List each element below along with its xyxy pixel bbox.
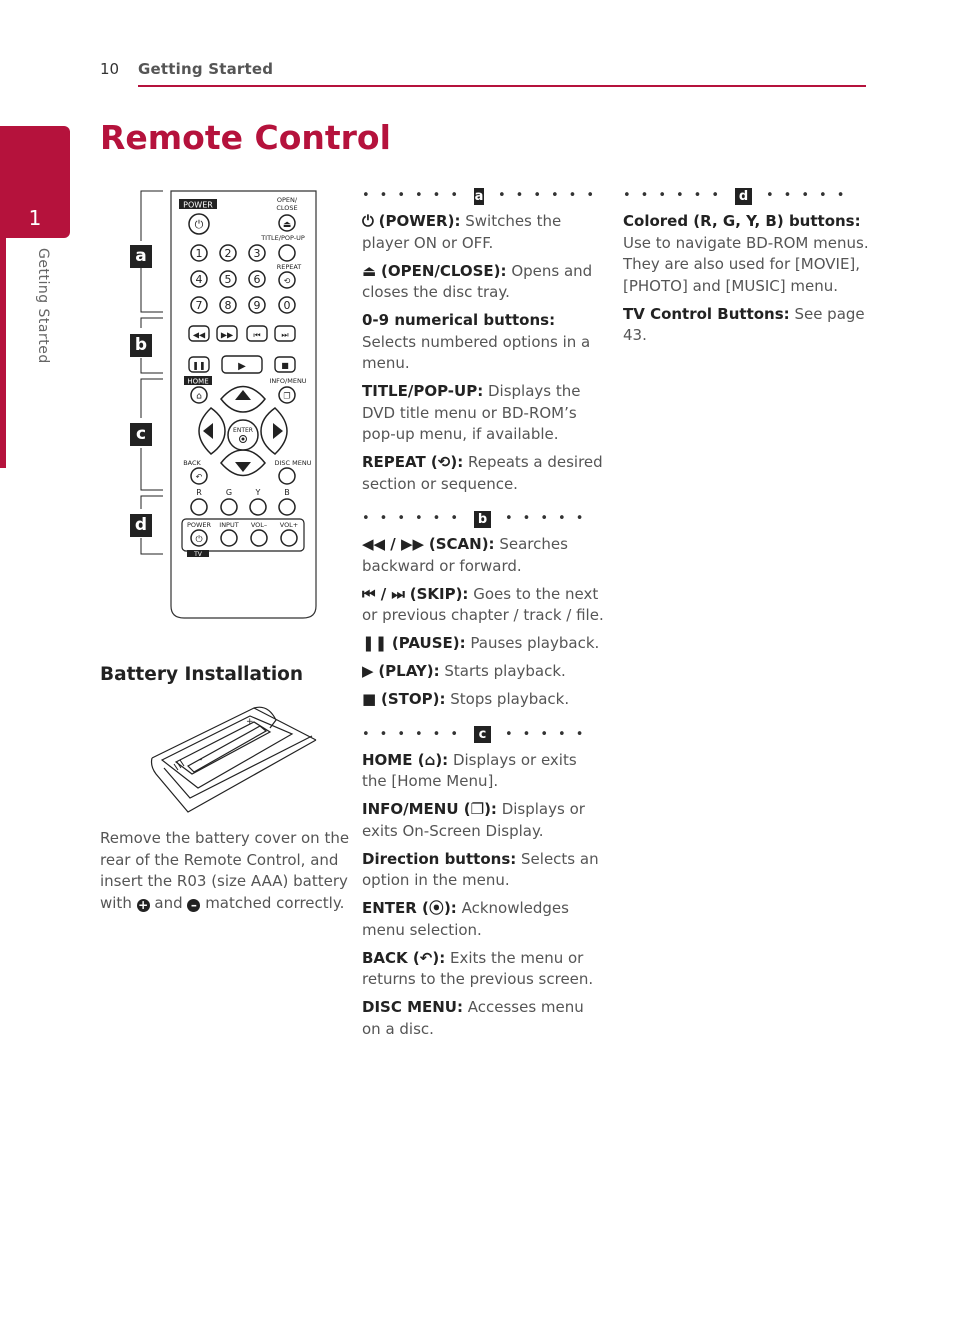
desc-home: Displays or exits the [Home Menu]. (362, 750, 577, 790)
section-b-badge: b (474, 511, 491, 528)
term-numeric: 0-9 numerical buttons: (362, 311, 556, 329)
section-d-divider (623, 186, 869, 206)
item-repeat (362, 452, 604, 495)
desc-direction: Selects an option in the menu. (362, 849, 599, 889)
item-colored-buttons (623, 211, 869, 297)
header-rule (138, 85, 866, 87)
red-label: R (196, 488, 202, 497)
dots-right: ••••• (505, 726, 594, 742)
tv-input-label: INPUT (219, 521, 239, 529)
title-popup-label: TITLE/POP-UP (261, 234, 305, 242)
item-direction (362, 849, 604, 892)
remote-svg (125, 186, 325, 626)
green-button[interactable] (221, 499, 237, 515)
desc-scan: Searches backward or forward. (362, 535, 568, 575)
desc-enter: Acknowledges menu selection. (362, 899, 569, 939)
page-title: Remote Control (100, 118, 391, 157)
section-c-badge: c (474, 726, 491, 743)
dots-left: •••••• (362, 726, 469, 742)
term-repeat-a: REPEAT ( (362, 453, 438, 471)
term-back-a: BACK ( (362, 948, 420, 967)
eject-icon: ⏏ (362, 261, 377, 280)
info-menu-label: INFO/MENU (269, 377, 307, 385)
term-scan: (SCAN): (428, 535, 495, 553)
item-title-popup (362, 381, 604, 446)
page-number: 10 (100, 60, 120, 78)
item-disc-menu (362, 997, 604, 1040)
item-enter (362, 898, 604, 941)
play-icon: ▶ (238, 361, 246, 372)
section-b-divider (362, 509, 604, 529)
remote-illustration (125, 186, 325, 626)
tv-power-icon: ⏻ (195, 535, 203, 545)
pause-icon: ❚❚ (362, 634, 388, 652)
tv-vol-plus-button[interactable] (281, 530, 297, 546)
dots-left: •••••• (362, 511, 469, 527)
desc-repeat: Repeats a desired section or sequence. (362, 453, 603, 493)
battery-text (100, 828, 350, 914)
skip-back-icon: ⏮ (253, 330, 261, 340)
tv-vol-minus-label: VOL– (250, 521, 268, 529)
back-label: BACK (183, 459, 201, 467)
repeat-label: REPEAT (276, 263, 302, 271)
desc-back: Exits the menu or returns to the previous screen. (362, 948, 594, 988)
blue-button[interactable] (279, 499, 295, 515)
eject-icon: ⏏ (282, 220, 292, 230)
section-d-badge: d (735, 188, 752, 205)
enter-label: ENTER (233, 427, 253, 434)
disc-menu-button[interactable] (279, 468, 295, 484)
battery-minus-mark: – (198, 755, 203, 765)
section-name: Getting Started (138, 60, 274, 78)
plus-icon: + (138, 897, 149, 912)
item-scan (362, 534, 604, 577)
title-popup-button[interactable] (279, 245, 295, 261)
item-back (362, 948, 604, 991)
section-a-badge: a (474, 188, 484, 204)
term-info-menu (362, 800, 497, 818)
section-badge-a: a (130, 245, 152, 268)
number-label-3: 3 (253, 247, 261, 260)
desc-info-menu: Displays or exits On-Screen Display. (362, 800, 585, 840)
battery-and: and (154, 893, 183, 912)
open-close-label-1: OPEN/ (276, 196, 298, 204)
tv-label: TV (194, 551, 202, 558)
skip-forward-icon: ⏭ (281, 330, 289, 340)
term-info-b: ): (484, 800, 497, 818)
tv-input-button[interactable] (221, 530, 237, 546)
section-badge-c: c (130, 423, 152, 446)
info-icon: ❐ (470, 800, 485, 818)
term-home-b: ): (435, 750, 449, 769)
term-disc-menu: DISC MENU: (362, 998, 463, 1016)
item-info-menu (362, 799, 604, 842)
scan-icon: ◀◀ / ▶▶ (362, 535, 425, 553)
item-home (362, 750, 604, 793)
stop-icon: ■ (281, 361, 289, 370)
green-label: G (225, 488, 233, 497)
term-home-a: HOME ( (362, 750, 425, 769)
number-label-4: 4 (195, 273, 203, 286)
number-label-5: 5 (224, 273, 232, 286)
desc-open-close: Opens and closes the disc tray. (362, 261, 593, 301)
term-title-popup: TITLE/POP-UP: (362, 382, 484, 400)
term-home (362, 751, 448, 769)
section-badge-b: b (130, 334, 152, 357)
term-enter-b: ): (443, 899, 457, 917)
dots-left: •••••• (623, 188, 730, 204)
rewind-icon: ◀◀ (192, 330, 206, 340)
dots-right: ••••• (505, 511, 594, 527)
section-c-divider (362, 725, 604, 745)
tv-vol-minus-button[interactable] (251, 530, 267, 546)
number-label-7: 7 (195, 299, 203, 312)
home-icon: ⌂ (196, 391, 202, 402)
item-numeric (362, 310, 604, 375)
item-pause (362, 633, 604, 655)
repeat-icon: ⟲ (283, 276, 291, 286)
term-tv-control: TV Control Buttons: (623, 304, 790, 323)
desc-power: Switches the player ON or OFF. (362, 212, 562, 252)
term-stop: (STOP): (380, 690, 446, 708)
battery-svg (150, 700, 320, 818)
info-icon: ❐ (283, 391, 291, 401)
disc-menu-label: DISC MENU (274, 459, 312, 467)
number-label-0: 0 (283, 299, 291, 312)
power-icon: ⏻ (362, 212, 374, 230)
desc-tv-control: See page 43. (623, 304, 865, 344)
chapter-number: 1 (28, 206, 42, 230)
term-direction: Direction buttons: (362, 849, 517, 868)
forward-icon: ▶▶ (220, 330, 234, 340)
term-enter (362, 899, 457, 917)
item-tv-control (623, 304, 869, 347)
desc-numeric: Selects numbered options in a menu. (362, 332, 591, 372)
power-label: POWER (183, 200, 213, 210)
home-icon: ⌂ (424, 750, 436, 769)
pause-icon: ❚❚ (192, 361, 206, 370)
desc-pause: Pauses playback. (470, 634, 600, 652)
section-a-divider (362, 186, 604, 206)
item-play (362, 661, 604, 683)
number-label-6: 6 (253, 273, 261, 286)
desc-colored: Use to navigate BD-ROM menus. They are also used for [MOVIE], [PHOTO] and [MUSIC] menu. (623, 233, 869, 295)
dots-right: •••••• (497, 188, 604, 204)
desc-title-popup: Displays the DVD title menu or BD-ROM’s pop-up menu, if available. (362, 382, 581, 443)
chapter-rail (0, 238, 6, 468)
back-icon: ↶ (419, 948, 433, 967)
battery-spring (174, 760, 184, 770)
number-label-2: 2 (224, 247, 232, 260)
term-power: (POWER): (378, 212, 461, 230)
term-play: (PLAY): (378, 662, 440, 680)
open-close-label-2: CLOSE (276, 204, 298, 212)
term-colored: Colored (R, G, Y, B) buttons: (623, 212, 861, 230)
battery-drawing (152, 707, 317, 812)
item-skip (362, 584, 604, 627)
description-column-2 (623, 186, 869, 353)
dots-right: ••••• (766, 188, 855, 204)
description-column-1 (362, 186, 604, 1047)
item-open-close (362, 261, 604, 304)
desc-disc-menu: Accesses menu on a disc. (362, 998, 584, 1038)
back-icon: ↶ (195, 472, 203, 482)
yellow-label: Y (255, 488, 261, 497)
battery-title: Battery Installation (100, 664, 304, 685)
play-icon: ▶ (362, 662, 374, 680)
term-pause: (PAUSE): (391, 634, 466, 652)
term-enter-a: ENTER ( (362, 899, 429, 917)
blue-label: B (284, 488, 290, 497)
number-label-1: 1 (195, 247, 203, 260)
enter-dot (242, 438, 245, 441)
dots-left: •••••• (362, 188, 469, 204)
item-stop (362, 689, 604, 711)
red-button[interactable] (191, 499, 207, 515)
skip-icon: ⏮ / ⏭ (362, 584, 405, 603)
tv-power-label: POWER (186, 521, 212, 529)
power-icon: ⏻ (194, 218, 204, 231)
term-open-close: (OPEN/CLOSE): (380, 261, 507, 280)
number-label-8: 8 (224, 299, 232, 312)
enter-icon: ⦿ (428, 899, 444, 917)
home-label: HOME (187, 377, 209, 386)
desc-play: Starts playback. (444, 662, 566, 680)
chapter-label: Getting Started (35, 248, 51, 364)
term-info-a: INFO/MENU ( (362, 800, 471, 818)
repeat-icon: ⟲ (437, 453, 451, 471)
battery-text-1: Remove the battery cover on the rear of the Remote Control, and insert the R03 (size AAA) battery with (100, 829, 350, 912)
desc-skip: Goes to the next or previous chapter / track / file. (362, 584, 604, 624)
yellow-button[interactable] (250, 499, 266, 515)
stop-icon: ■ (362, 690, 377, 708)
tv-vol-plus-label: VOL+ (279, 521, 299, 529)
term-back (362, 949, 445, 967)
term-back-b: ): (432, 948, 446, 967)
term-repeat-b: ): (450, 453, 464, 471)
term-repeat (362, 453, 463, 471)
desc-stop: Stops playback. (450, 690, 570, 708)
term-skip: (SKIP): (409, 584, 469, 603)
battery-plus-mark: + (246, 717, 254, 727)
battery-illustration (150, 700, 320, 818)
battery-text-2: matched correctly. (205, 893, 345, 912)
minus-icon: – (187, 899, 200, 912)
item-power (362, 211, 604, 254)
section-badge-d: d (130, 514, 152, 537)
number-label-9: 9 (253, 299, 261, 312)
